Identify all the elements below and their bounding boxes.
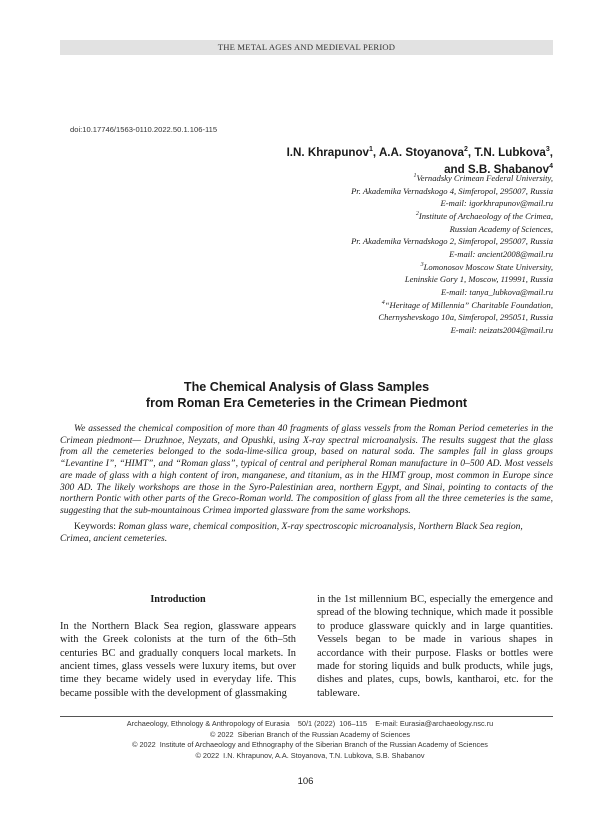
author: T.N. Lubkova$^3$, bbox=[474, 145, 553, 159]
affiliation-line[interactable]: E-mail: ancient2008@mail.ru bbox=[449, 248, 553, 259]
footer bbox=[40, 719, 580, 762]
abstract: We assessed the chemical composition of more than 40 fragments of glass vessels from the Roman Period cemeteries in the Crimean piedmont— Druzhnoe, Neyzats, and Opushki, using X-ray spectral microanalysis. The results suggest that the glass from all the cemeteries belonged to the soda-lime-silica group, based on natural soda. The samples fall in glass groups “Levantine I”, “HIMT”, and “Roman glass”, typical of central and peripheral Roman manufacture in 0–500 AD. Most vessels are made of glass with a high content of iron, manganese, and titanium, as in the HIMT group, most common in Europe since 300 AD. The likely workshops are those in the Syro-Palestinian area, northern Egypt, and Sinai, pointing to contacts of the northern Pontic with other parts of the Greco-Roman world. The composition of glass from all the three cemeteries is the same, suggesting that the sub-mountainous Crimea imported glassware from the same workshops. bbox=[60, 423, 553, 516]
footer-journal-line: Archaeology, Ethnology & Anthropology of Eurasia 50/1 (2022) 106–115 E-mail: Eurasia@archaeology.nsc.ru bbox=[126, 719, 494, 728]
footer-copyright: © 2022 Institute of Archaeology and Ethnography of the Siberian Branch of the Russian Academy of Sciences bbox=[132, 740, 488, 750]
column-left bbox=[60, 593, 296, 700]
article-title bbox=[60, 379, 553, 411]
keywords-label: Keywords: bbox=[74, 521, 119, 532]
section-header: THE METAL AGES AND MEDIEVAL PERIOD bbox=[60, 40, 553, 55]
affiliation-line: Pr. Akademika Vernadskogo 4, Simferopol, 295007, Russia bbox=[351, 185, 553, 196]
footer-copyright: © 2022 I.N. Khrapunov, A.A. Stoyanova, T.N. Lubkova, S.B. Shabanov bbox=[195, 751, 425, 761]
paragraph: In the Northern Black Sea region, glassware appears with the Greek colonists at the turn of the 6th–5th centuries BC and gradually conquers local markets. In ancient times, glass vessels were luxury items, but over time they became widely used in everyday life. This became possible with the development of glassmaking bbox=[60, 620, 296, 699]
affiliation-line: Chernyshevskogo 10a, Simferopol, 295051, Russia bbox=[378, 312, 553, 323]
keywords bbox=[60, 521, 553, 544]
author: and S.B. Shabanov$^4$ bbox=[444, 162, 553, 176]
affiliation-line: Pr. Akademika Vernadskogo 2, Simferopol, 295007, Russia bbox=[351, 236, 553, 247]
keywords-text: Roman glass ware, chemical composition, X-ray spectroscopic microanalysis, Northern Black Sea region, Crimea, ancient cemeteries. bbox=[60, 521, 523, 544]
affiliations bbox=[193, 171, 553, 336]
affiliation-line[interactable]: E-mail: neizats2004@mail.ru bbox=[450, 324, 553, 335]
title-line: The Chemical Analysis of Glass Samples bbox=[183, 380, 430, 394]
paragraph: in the 1st millennium BC, especially the emergence and spread of the blowing technique, which made it possible to produce glassware quickly and in large quantities. Vessels began to be made in various shapes in accordance with their purpose. Flasks or bottles were made for storing liquids and bulk products, while jugs, dishes and plates, cups, bowls, kantharoi, etc. for the tableware. bbox=[317, 594, 553, 699]
doi[interactable]: doi:10.17746/1563-0110.2022.50.1.106-115 bbox=[70, 125, 218, 134]
affiliation-line: $^1$Vernadsky Crimean Federal University, bbox=[413, 172, 553, 183]
author: A.A. Stoyanova$^2$, bbox=[378, 145, 475, 159]
author: I.N. Khrapunov$^1$, bbox=[286, 145, 379, 159]
column-right bbox=[317, 593, 553, 700]
affiliation-line: Leninskie Gory 1, Moscow, 119991, Russia bbox=[404, 274, 553, 285]
footer-divider bbox=[60, 716, 553, 717]
affiliation-line: $^2$Institute of Archaeology of the Crimea, bbox=[415, 210, 553, 221]
affiliation-line: $^3$Lomonosov Moscow State University, bbox=[420, 261, 553, 272]
affiliation-line[interactable]: E-mail: tanya_lubkova@mail.ru bbox=[441, 286, 553, 297]
footer-copyright: © 2022 Siberian Branch of the Russian Academy of Sciences bbox=[209, 729, 411, 739]
section-heading: Introduction bbox=[150, 594, 206, 605]
affiliation-line: Russian Academy of Sciences, bbox=[449, 223, 553, 234]
affiliation-line: $^4$“Heritage of Millennia” Charitable Foundation, bbox=[381, 299, 553, 310]
title-line: from Roman Era Cemeteries in the Crimean Piedmont bbox=[145, 396, 468, 410]
page-number: 106 bbox=[297, 776, 314, 787]
affiliation-line[interactable]: E-mail: igorkhrapunov@mail.ru bbox=[440, 198, 553, 209]
